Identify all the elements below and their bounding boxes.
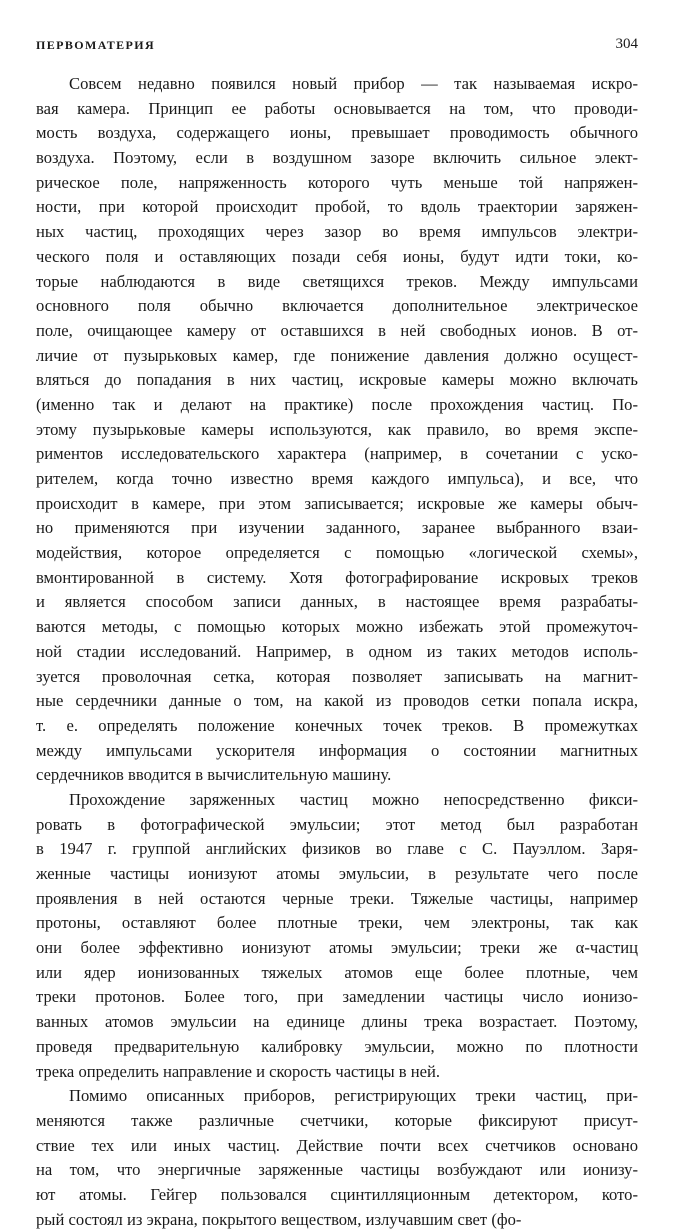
paragraph: [36, 1084, 638, 1232]
text-line: основного поля обычно включается дополнительное электрическое: [36, 296, 638, 316]
text-line: Помимо описанных приборов, регистрирующих треки частиц, при-: [69, 1086, 638, 1106]
text-line: проявления в ней остаются черные треки. Тяжелые частицы, например: [36, 888, 638, 908]
page-number: 304: [615, 36, 638, 52]
text-line: меняются также различные счетчики, которые фиксируют присут-: [36, 1110, 638, 1130]
text-line: проведя предварительную калибровку эмульсии, можно по плотности: [36, 1036, 638, 1056]
text-line: рый состоял из экрана, покрытого веществом, излучавшим свет (фо-: [36, 1209, 522, 1229]
text-line: риментов исследовательского характера (например, в сочетании с уско-: [36, 444, 638, 464]
text-line: ровать в фотографической эмульсии; этот метод был разработан: [36, 814, 638, 834]
text-line: модействия, которое определяется с помощью «логической схемы»,: [36, 543, 638, 563]
body-text: [36, 72, 638, 1232]
text-line: вмонтированной в систему. Хотя фотографирование искровых треков: [36, 567, 638, 587]
text-line: рителем, когда точно известно время каждого импульса), и все, что: [36, 469, 638, 488]
text-line: поле, очищающее камеру от оставшихся в ней свободных ионов. В от-: [36, 320, 638, 340]
text-line: Совсем недавно появился новый прибор — так называемая искро-: [69, 74, 638, 93]
text-line: или ядер ионизованных тяжелых атомов еще более плотные, чем: [36, 962, 638, 982]
text-line: женные частицы ионизуют атомы эмульсии, в результате чего после: [36, 864, 638, 883]
text-line: сердечников вводится в вычислительную машину.: [36, 765, 392, 785]
text-line: на том, что энергичные заряженные частицы возбуждают или ионизу-: [36, 1160, 638, 1180]
text-line: рическое поле, напряженность которого чуть меньше той напряжен-: [36, 172, 638, 192]
text-line: ют атомы. Гейгер пользовался сцинтилляционным детектором, кото-: [36, 1184, 638, 1204]
text-line: т. е. определять положение конечных точек треков. В промежутках: [36, 715, 638, 735]
text-line: торые наблюдаются в виде светящихся треков. Между импульсами: [36, 271, 638, 291]
text-line: ности, при которой происходит пробой, то вдоль траектории заряжен-: [36, 197, 638, 217]
text-line: в 1947 г. группой английских физиков во главе с С. Пауэллом. Заря-: [36, 839, 638, 859]
text-line: трека определить направление и скорость частицы в ней.: [36, 1061, 440, 1081]
text-line: треки протонов. Более того, при замедлении частицы число ионизо-: [36, 987, 638, 1007]
running-head: ПЕРВОМАТЕРИЯ: [36, 38, 156, 52]
text-line: ческого поля и оставляющих позади себя ионы, будут идти токи, ко-: [36, 246, 638, 266]
text-line: этому пузырьковые камеры используются, как правило, во время экспе-: [36, 419, 638, 439]
text-line: вляться до попадания в них частиц, искровые камеры можно включать: [36, 370, 638, 390]
text-line: они более эффективно ионизуют атомы эмульсии; треки же α-частиц: [36, 938, 638, 958]
paragraph: [36, 788, 638, 1084]
text-line: ных частиц, проходящих через зазор во время импульсов электри-: [36, 222, 638, 242]
paragraph: [36, 72, 638, 788]
text-line: ванных атомов эмульсии на единице длины трека возрастает. Поэтому,: [36, 1012, 638, 1032]
text-line: ваются методы, с помощью которых можно избежать этой промежуточ-: [36, 617, 638, 637]
text-line: (именно так и делают на практике) после прохождения частиц. По-: [36, 394, 638, 414]
text-line: вая камера. Принцип ее работы основывается на том, что проводи-: [36, 98, 638, 118]
text-line: ствие тех или иных частиц. Действие почти всех счетчиков основано: [36, 1135, 638, 1155]
page-header: [36, 36, 638, 58]
text-line: личие от пузырьковых камер, где понижение давления должно осущест-: [36, 345, 638, 365]
text-line: воздуха. Поэтому, если в воздушном зазоре включить сильное элект-: [36, 148, 638, 168]
text-line: Прохождение заряженных частиц можно непосредственно фикси-: [69, 789, 638, 809]
text-line: мость воздуха, содержащего ионы, превышает проводимость обычного: [36, 123, 638, 143]
text-line: но применяются при изучении заданного, заранее выбранного взаи-: [36, 518, 638, 538]
text-line: ные сердечники данные о том, на какой из проводов сетки попала искра,: [36, 691, 638, 711]
text-line: ной стадии исследований. Например, в одном из таких методов исполь-: [36, 641, 638, 661]
text-line: протоны, оставляют более плотные треки, чем электроны, так как: [36, 913, 638, 933]
text-line: происходит в камере, при этом записывается; искровые же камеры обыч-: [36, 493, 638, 513]
text-line: и является способом записи данных, в настоящее время разрабаты-: [36, 592, 638, 612]
text-line: зуется проволочная сетка, которая позволяет записывать на магнит-: [36, 666, 638, 686]
text-line: между импульсами ускорителя информация о состоянии магнитных: [36, 740, 638, 760]
